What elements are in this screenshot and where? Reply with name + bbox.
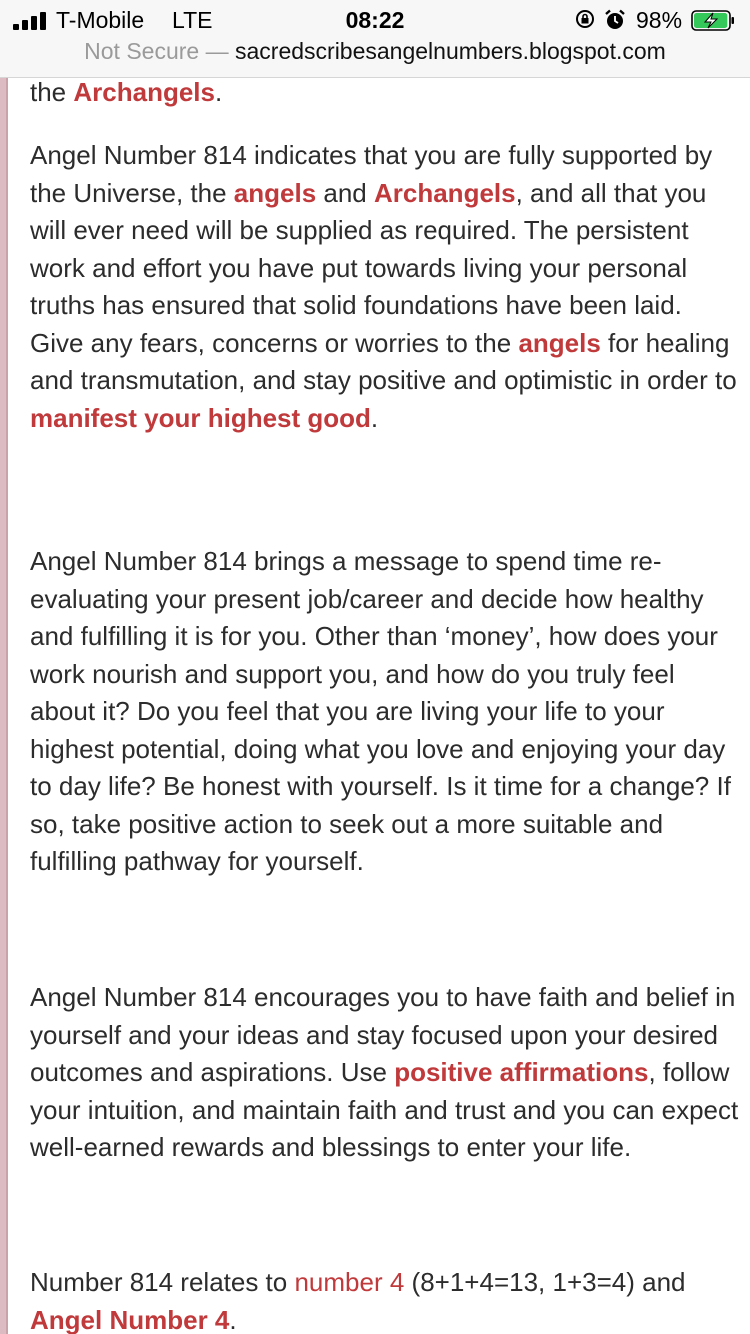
- number-4-link[interactable]: number 4: [294, 1267, 405, 1297]
- paragraph-career: [30, 543, 742, 881]
- text-run: .: [370, 402, 379, 433]
- text-run: for healing and transmutation, and stay positive and optimistic in order to: [30, 327, 737, 395]
- angel-number-4-link[interactable]: Angel Number 4: [30, 1304, 230, 1334]
- status-time: 08:22: [345, 7, 405, 33]
- address-bar[interactable]: [0, 38, 750, 72]
- archangels-link[interactable]: Archangels: [373, 177, 516, 208]
- text-run: .: [214, 78, 223, 107]
- network-type: LTE: [172, 7, 213, 33]
- angels-link[interactable]: angels: [233, 177, 317, 208]
- paragraph-number-relation: [30, 1264, 742, 1334]
- text-run: .: [229, 1304, 237, 1334]
- alarm-icon: [604, 9, 626, 31]
- manifest-your-highest-good-link[interactable]: manifest your highest good: [30, 402, 371, 433]
- page-content: [0, 78, 750, 1334]
- angels-link[interactable]: angels: [518, 327, 601, 358]
- url-host: sacredscribesangelnumbers.blogspot.com: [235, 38, 666, 64]
- text-run: Angel Number 814 encourages you to have faith and belief in yourself and your ideas and stay focused upon your desired outcomes and aspirations. Use: [30, 982, 736, 1087]
- text-run: the: [30, 78, 74, 107]
- carrier-name: T-Mobile: [56, 7, 145, 33]
- battery-percent: 98%: [636, 7, 683, 33]
- archangels-link[interactable]: Archangels: [73, 78, 215, 107]
- text-run: and: [316, 177, 374, 208]
- text-run: Angel Number 814 brings a message to spend time re-evaluating your present job/career and decide how healthy and fulfilling it is for you. Other than ‘money’, how does your work nourish and support you, and how do you truly feel about it? Do you feel that you are living your life to your highest potential, doing what you love and enjoying your day to day life? Be honest with yourself. Is it time for a change? If so, take positive action to seek out a more suitable and fulfilling pathway for yourself.: [30, 546, 731, 876]
- security-label: Not Secure —: [84, 38, 229, 64]
- battery-charging-icon: [691, 10, 735, 31]
- browser-top-bar: [0, 0, 750, 78]
- paragraph-partial: [30, 78, 742, 112]
- positive-affirmations-link[interactable]: positive affirmations: [394, 1057, 649, 1087]
- paragraph-faith: [30, 979, 742, 1167]
- status-bar: [0, 0, 750, 40]
- paragraph-support: [30, 137, 742, 437]
- text-run: (8+1+4=13, 1+3=4) and: [404, 1267, 686, 1297]
- text-run: Angel Number 814 indicates that you are fully supported by the Universe, the: [30, 140, 713, 208]
- rotation-lock-icon: [575, 9, 595, 29]
- left-border-rule: [0, 78, 8, 1334]
- text-run: Number 814 relates to: [30, 1267, 295, 1297]
- text-run: , follow your intuition, and maintain faith and trust and you can expect well-earned rewards and blessings to enter your life.: [30, 1057, 739, 1162]
- text-run: , and all that you will ever need will be supplied as required. The persistent work and effort you have put towards living your personal truths has ensured that solid foundations have been laid. Give any fears, concerns or worries to the: [30, 177, 707, 358]
